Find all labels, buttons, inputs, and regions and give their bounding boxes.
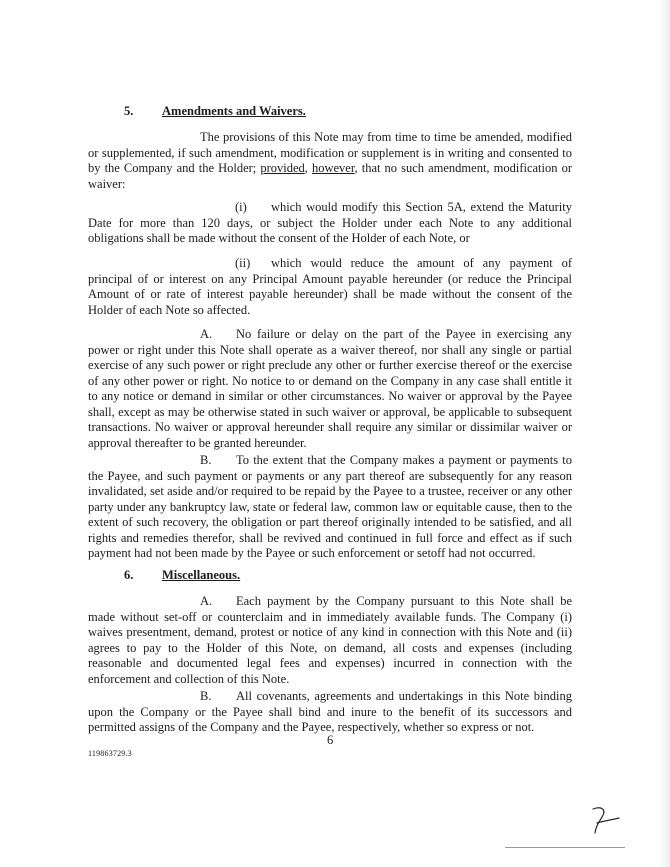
section-5-intro-pre: The provisions of this Note may from time to time be amended, modified or supplemented, if such amendment, modification or supplement is in writing and consented to by the Company and the Holder; [88,130,572,175]
however-term: however [311,161,355,175]
section-5-para-a-text: No failure or delay on the part of the Payee in exercising any power or right under this Note shall operate as a waiver thereof, nor shall any single or partial exercise of any such power or right preclude any other or further exercise thereof or the exercise of any other power or right. No notice to or demand on the Company in any case shall entitle it to any notice or demand in similar or other circumstances. No waiver or approval by the Payee shall, except as may be otherwise stated in such waiver or approval, be applicable to subsequent transactions. No waiver or approval hereunder shall require any similar or dissimilar waiver or approval thereafter to be granted hereunder. [88,327,572,450]
page-number: 6 [327,733,334,747]
section-6-title: Miscellaneous. [162,568,241,582]
item-ii-label: (ii) [235,256,251,270]
section-5-item-i [88,200,572,247]
scan-edge-shadow [660,0,670,867]
section-6-number: 6. [124,568,134,582]
section-6-paragraph-a [88,594,572,687]
section-5-intro-post: , that no such amendment, modification or waiver: [88,161,572,191]
provided-term: provided [260,161,305,175]
section-6-paragraph-b [88,689,572,736]
document-id: 119863729.3 [88,749,132,758]
section-5-para-b-label: B. [200,453,212,467]
section-5-intro [88,130,572,192]
section-6-para-b-text: All covenants, agreements and undertakings in this Note binding upon the Company or the Payee shall bind and inure to the benefit of its successors and permitted assigns of the Company and the Payee, respectively, whether so express or not. [88,689,572,734]
section-5-number: 5. [124,104,134,118]
handwritten-initial-mark [585,803,625,841]
section-6-para-b-label: B. [200,689,212,703]
item-ii-text: which would reduce the amount of any payment of principal of or interest on any Principal Amount payable hereunder (or reduce the Principal Amount of or rate of interest payable hereunder) shall be made without the consent of the Holder of each Note so affected. [88,256,572,317]
section-5-para-b-text: To the extent that the Company makes a payment or payments to the Payee, and such payment or payments or any part thereof are subsequently for any reason invalidated, set aside and/or required to be repaid by the Payee to a trustee, receiver or any other party under any bankruptcy law, state or federal law, common law or equitable cause, then to the extent of such recovery, the obligation or part thereof originally intended to be satisfied, and all rights and remedies therefor, shall be revived and continued in full force and effect as if such payment had not been made by the Payee or such enforcement or setoff had not occurred. [88,453,572,560]
item-i-label: (i) [235,200,247,214]
section-6-para-a-text: Each payment by the Company pursuant to this Note shall be made without set-off or counterclaim and in immediately available funds. The Company (i) waives presentment, demand, protest or notice of any kind in connection with this Note and (ii) agrees to pay to the Holder of this Note, on demand, all costs and expenses (including reasonable and documented legal fees and expenses) incurred in connection with the enforcement and collection of this Note. [88,594,572,686]
item-i-text: which would modify this Section 5A, extend the Maturity Date for more than 120 days, or subject the Holder under each Note to any additional obligations shall be made without the consent of the Holder of each Note, or [88,200,572,245]
section-5-title: Amendments and Waivers. [162,104,306,118]
section-5-para-a-label: A. [200,327,213,341]
section-5-paragraph-b [88,453,572,562]
section-5-item-ii [88,256,572,318]
section-6-para-a-label: A. [200,594,213,608]
bottom-rule [505,847,625,848]
section-5-intro-comma: , [304,161,312,175]
section-5-paragraph-a [88,327,572,451]
